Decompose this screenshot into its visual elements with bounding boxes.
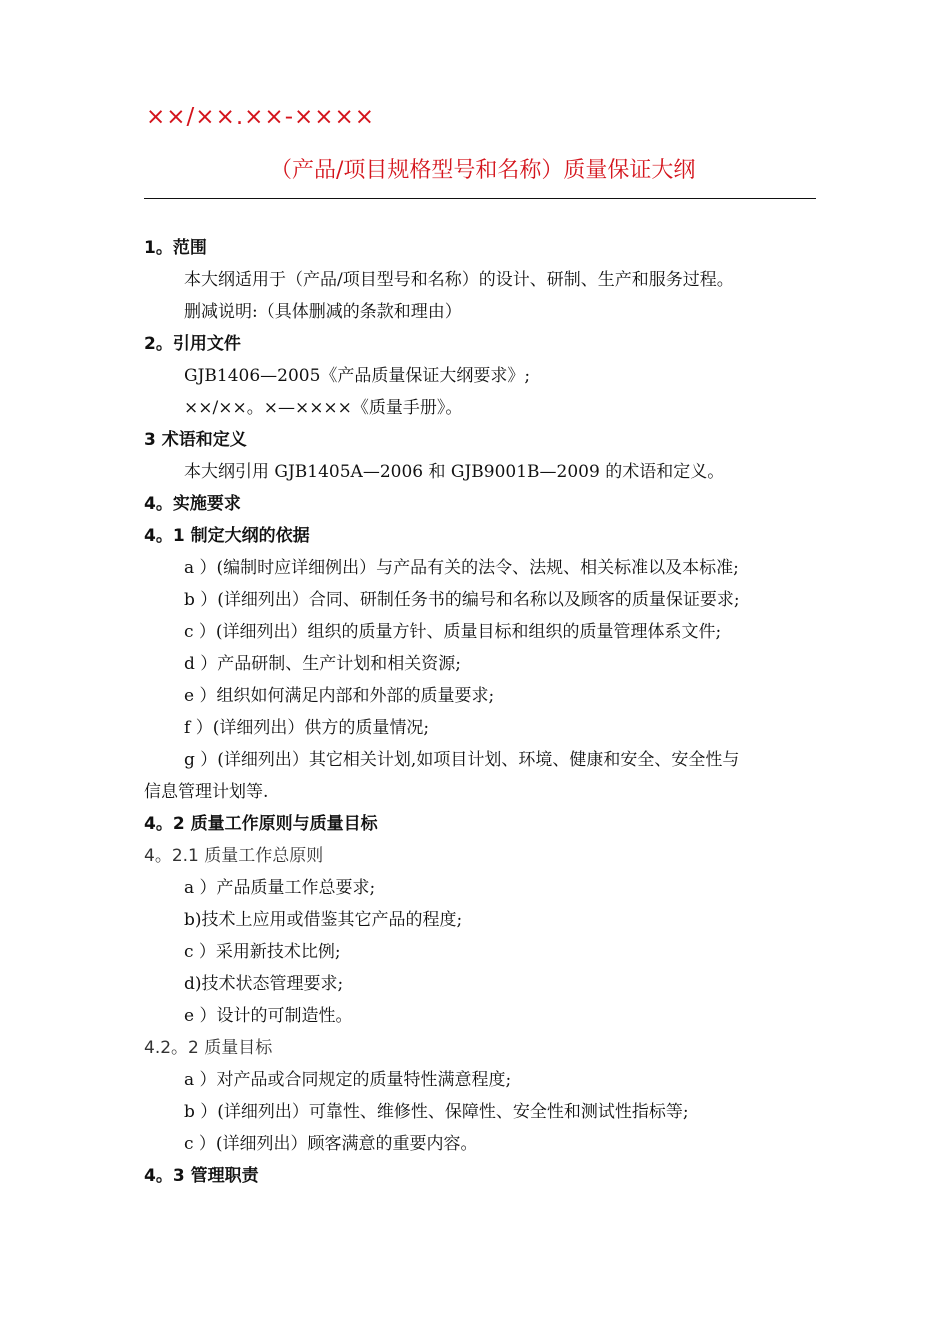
list-item: c ）(详细列出）组织的质量方针、质量目标和组织的质量管理体系文件; — [184, 622, 722, 642]
subsection-heading: 4。1 制定大纲的依据 — [144, 526, 310, 546]
list-item: a ）产品质量工作总要求; — [184, 878, 376, 898]
document-body — [144, 232, 824, 1192]
list-item: a ）(编制时应详细例出）与产品有关的法令、法规、相关标准以及本标准; — [184, 558, 739, 578]
section-heading: 1。范围 — [144, 238, 207, 258]
document-code: ××/××.××-×××× — [146, 104, 376, 130]
list-item: e ）设计的可制造性。 — [184, 1006, 353, 1026]
subsubsection-heading: 4。2.1 质量工作总原则 — [144, 846, 324, 866]
document-title: （产品/项目规格型号和名称）质量保证大纲 — [270, 158, 696, 183]
list-item: d)技术状态管理要求; — [184, 974, 344, 994]
list-item: f ）(详细列出）供方的质量情况; — [184, 718, 430, 738]
list-item: a ）对产品或合同规定的质量特性满意程度; — [184, 1070, 512, 1090]
list-item: b ）(详细列出）可靠性、维修性、保障性、安全性和测试性指标等; — [184, 1102, 689, 1122]
subsection-heading: 4。2 质量工作原则与质量目标 — [144, 814, 378, 834]
list-item: d ）产品研制、生产计划和相关资源; — [184, 654, 462, 674]
section-heading: 3 术语和定义 — [144, 430, 247, 450]
subsubsection-heading: 4.2。2 质量目标 — [144, 1038, 273, 1058]
list-item: e ）组织如何满足内部和外部的质量要求; — [184, 686, 495, 706]
list-item: c ）(详细列出）顾客满意的重要内容。 — [184, 1134, 478, 1154]
paragraph-continuation: 信息管理计划等. — [144, 782, 269, 802]
list-item: g ）(详细列出）其它相关计划,如项目计划、环境、健康和安全、安全性与 — [184, 750, 740, 770]
section-heading: 2。引用文件 — [144, 334, 241, 354]
list-item: c ）采用新技术比例; — [184, 942, 341, 962]
paragraph-line: 本大纲适用于（产品/项目型号和名称）的设计、研制、生产和服务过程。 — [184, 270, 734, 290]
paragraph-line: GJB1406—2005《产品质量保证大纲要求》; — [184, 366, 531, 386]
title-divider — [144, 198, 816, 199]
subsection-heading: 4。3 管理职责 — [144, 1166, 259, 1186]
paragraph-line: 删减说明:（具体删减的条款和理由） — [184, 302, 462, 322]
list-item: b ）(详细列出）合同、研制任务书的编号和名称以及顾客的质量保证要求; — [184, 590, 740, 610]
list-item: b)技术上应用或借鉴其它产品的程度; — [184, 910, 463, 930]
paragraph-line: 本大纲引用 GJB1405A—2006 和 GJB9001B—2009 的术语和定义。 — [184, 462, 725, 482]
section-heading: 4。实施要求 — [144, 494, 241, 514]
paragraph-line: ××/××。×—××××《质量手册》。 — [184, 398, 463, 418]
